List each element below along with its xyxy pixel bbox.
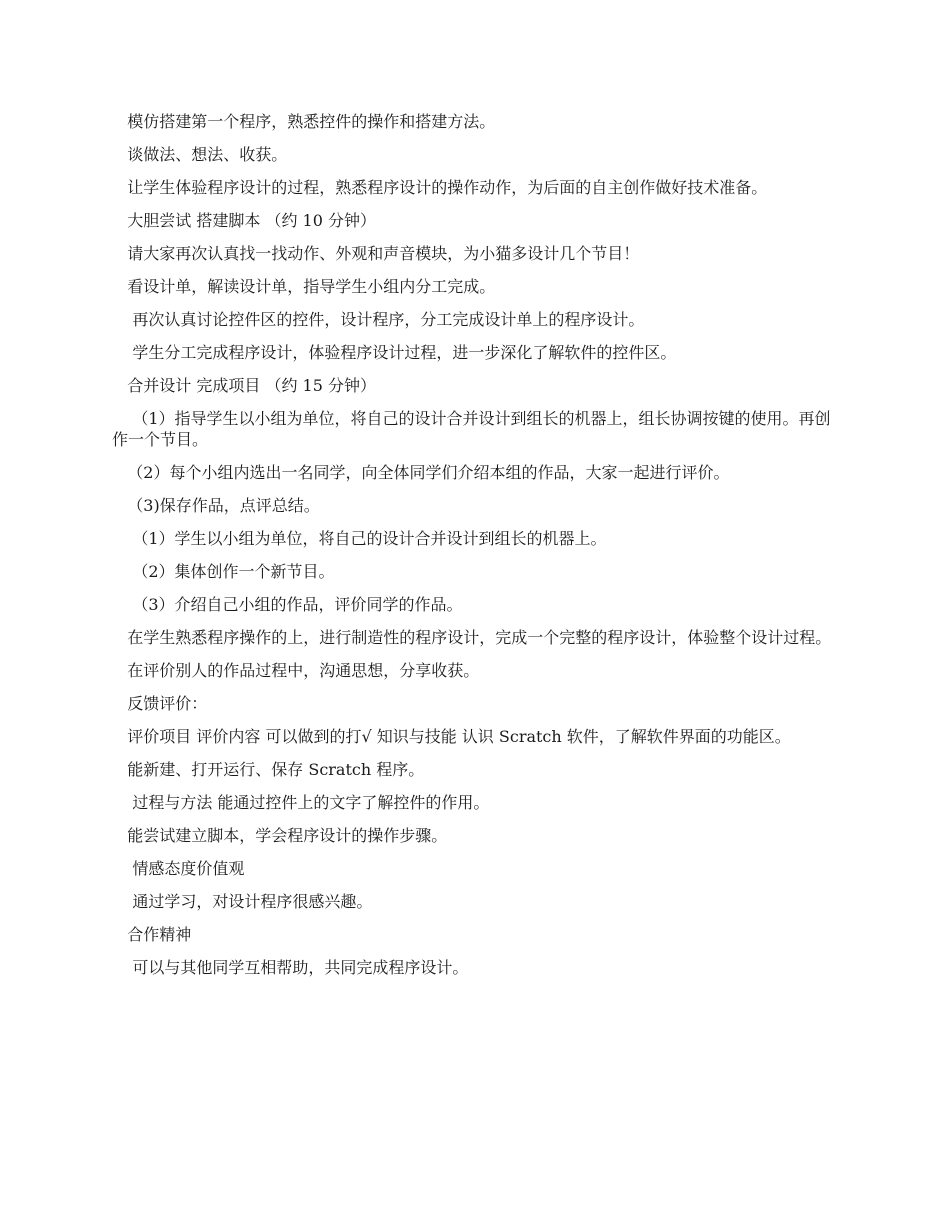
paragraph: （1）指导学生以小组为单位，将自己的设计合并设计到组长的机器上，组长协调按键的使用。再创作一个节目。 (112, 409, 831, 449)
paragraph: 反馈评价： (112, 694, 208, 713)
paragraph: （3)保存作品，点评总结。 (112, 496, 320, 515)
paragraph: 请大家再次认真找一找动作、外观和声音模块，为小猫多设计几个节目！ (112, 244, 640, 263)
paragraph: 合并设计 完成项目 （约 15 分钟） (112, 376, 376, 395)
paragraph: 让学生体验程序设计的过程，熟悉程序设计的操作动作，为后面的自主创作做好技术准备。 (112, 178, 768, 197)
paragraph: 能尝试建立脚本，学会程序设计的操作步骤。 (112, 826, 448, 845)
paragraph: 能新建、打开运行、保存 Scratch 程序。 (112, 760, 425, 779)
paragraph: 合作精神 (112, 925, 192, 944)
paragraph: （2）每个小组内选出一名同学，向全体同学们介绍本组的作品，大家一起进行评价。 (112, 463, 730, 482)
paragraph: （2）集体创作一个新节目。 (112, 562, 335, 581)
paragraph: 模仿搭建第一个程序，熟悉控件的操作和搭建方法。 (112, 112, 496, 131)
paragraph: 在评价别人的作品过程中，沟通思想，分享收获。 (112, 661, 480, 680)
paragraph: 看设计单，解读设计单，指导学生小组内分工完成。 (112, 277, 496, 296)
paragraph: （3）介绍自己小组的作品，评价同学的作品。 (112, 595, 463, 614)
paragraph: 谈做法、想法、收获。 (112, 145, 288, 164)
paragraph: 再次认真讨论控件区的控件，设计程序，分工完成设计单上的程序设计。 (112, 310, 645, 329)
paragraph: 大胆尝试 搭建脚本 （约 10 分钟） (112, 211, 376, 230)
paragraph: 学生分工完成程序设计，体验程序设计过程，进一步深化了解软件的控件区。 (112, 343, 677, 362)
document-body (112, 111, 840, 990)
paragraph: 情感态度价值观 (112, 859, 245, 878)
paragraph: 通过学习，对设计程序很感兴趣。 (112, 892, 373, 911)
paragraph: （1）学生以小组为单位，将自己的设计合并设计到组长的机器上。 (112, 529, 607, 548)
paragraph: 可以与其他同学互相帮助，共同完成程序设计。 (112, 958, 469, 977)
paragraph: 过程与方法 能通过控件上的文字了解控件的作用。 (112, 793, 490, 812)
paragraph: 评价项目 评价内容 可以做到的打√ 知识与技能 认识 Scratch 软件，了解软件界面的功能区。 (112, 727, 791, 746)
paragraph: 在学生熟悉程序操作的上，进行制造性的程序设计，完成一个完整的程序设计，体验整个设计过程。 (112, 628, 832, 647)
